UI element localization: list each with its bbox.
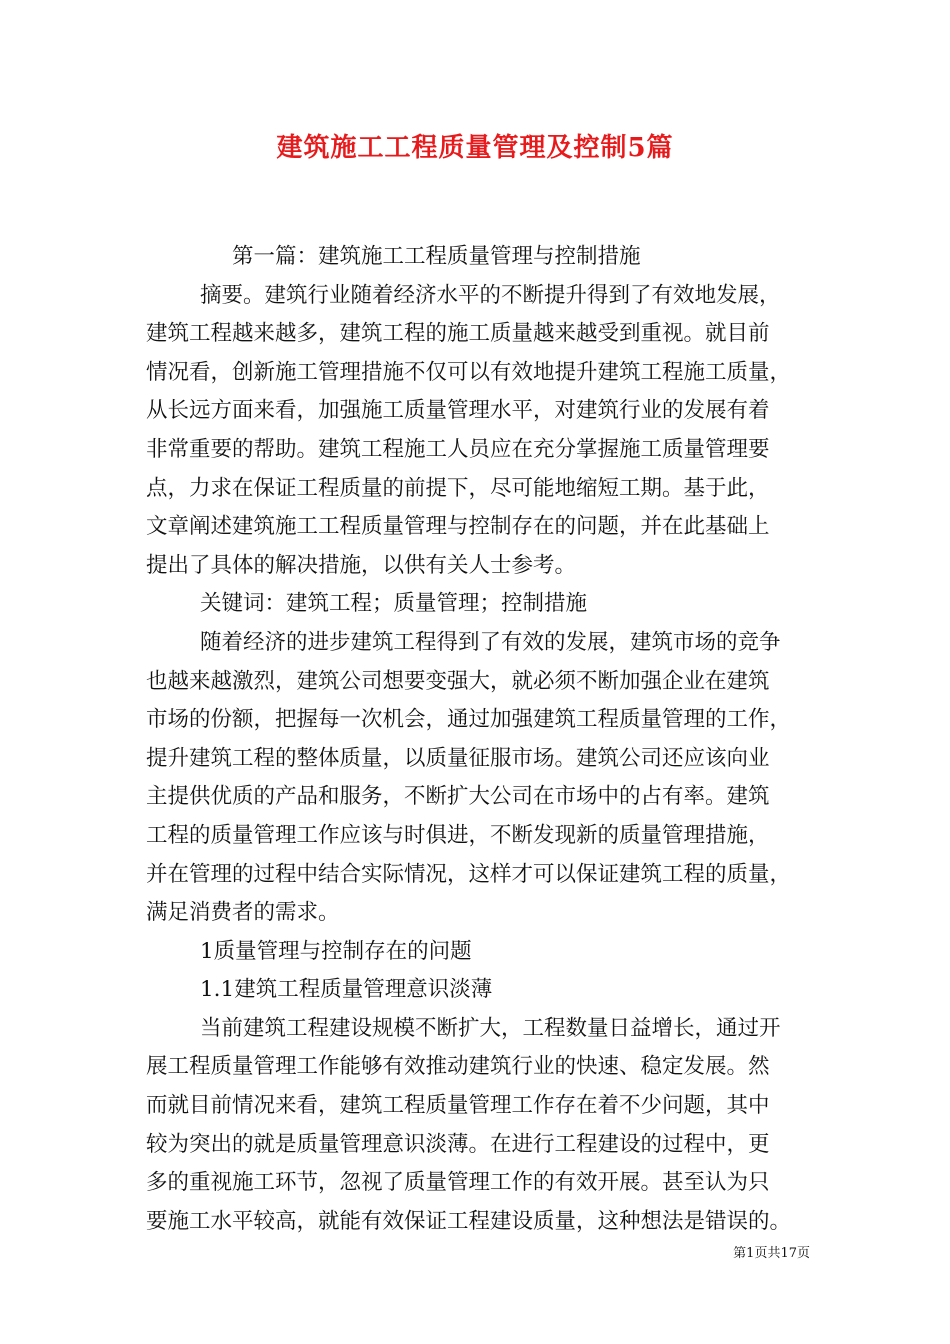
paragraph-line: 提出了具体的解决措施，以供有关人士参考。 — [146, 552, 577, 578]
paragraph-line: 满足消费者的需求。 — [146, 900, 340, 926]
paragraph-line: 摘要。建筑行业随着经济水平的不断提升得到了有效地发展， — [200, 282, 781, 308]
paragraph-line: 点，力求在保证工程质量的前提下，尽可能地缩短工期。基于此， — [146, 475, 770, 501]
paragraph-line: 从长远方面来看，加强施工质量管理水平，对建筑行业的发展有着 — [146, 398, 770, 424]
paragraph-line: 要施工水平较高，就能有效保证工程建设质量，这种想法是错误的。 — [146, 1208, 792, 1234]
document-title: 建筑施工工程质量管理及控制5篇 — [276, 133, 674, 163]
subsection-heading: 1.1建筑工程质量管理意识淡薄 — [200, 977, 493, 1003]
document-body — [146, 238, 810, 1241]
section-heading: 第一篇：建筑施工工程质量管理与控制措施 — [232, 244, 641, 269]
paragraph-line: 市场的份额，把握每一次机会，通过加强建筑工程质量管理的工作， — [146, 707, 792, 733]
paragraph-line: 情况看，创新施工管理措施不仅可以有效地提升建筑工程施工质量， — [146, 359, 792, 385]
paragraph-line: 提升建筑工程的整体质量，以质量征服市场。建筑公司还应该向业 — [146, 745, 770, 771]
paragraph-line: 也越来越激烈，建筑公司想要变强大，就必须不断加强企业在建筑 — [146, 668, 770, 694]
keywords-line: 关键词：建筑工程；质量管理；控制措施 — [200, 591, 588, 617]
paragraph-line: 而就目前情况来看，建筑工程质量管理工作存在着不少问题，其中 — [146, 1093, 770, 1119]
section-heading: 1质量管理与控制存在的问题 — [200, 938, 472, 964]
paragraph-line: 较为突出的就是质量管理意识淡薄。在进行工程建设的过程中，更 — [146, 1131, 770, 1157]
paragraph-line: 多的重视施工环节，忽视了质量管理工作的有效开展。甚至认为只 — [146, 1170, 770, 1196]
paragraph-line: 工程的质量管理工作应该与时俱进，不断发现新的质量管理措施， — [146, 822, 770, 848]
paragraph-line: 文章阐述建筑施工工程质量管理与控制存在的问题，并在此基础上 — [146, 514, 770, 540]
paragraph-line: 展工程质量管理工作能够有效推动建筑行业的快速、稳定发展。然 — [146, 1054, 770, 1080]
paragraph-line: 并在管理的过程中结合实际情况，这样才可以保证建筑工程的质量， — [146, 861, 792, 887]
paragraph-line: 非常重要的帮助。建筑工程施工人员应在充分掌握施工质量管理要 — [146, 436, 770, 462]
paragraph-line: 随着经济的进步建筑工程得到了有效的发展，建筑市场的竞争 — [200, 629, 781, 655]
paragraph-line: 当前建筑工程建设规模不断扩大，工程数量日益增长，通过开 — [200, 1015, 781, 1041]
paragraph-line: 主提供优质的产品和服务，不断扩大公司在市场中的占有率。建筑 — [146, 784, 770, 810]
page-number: 第1页共17页 — [733, 1246, 810, 1261]
paragraph-line: 建筑工程越来越多，建筑工程的施工质量越来越受到重视。就目前 — [146, 321, 770, 347]
